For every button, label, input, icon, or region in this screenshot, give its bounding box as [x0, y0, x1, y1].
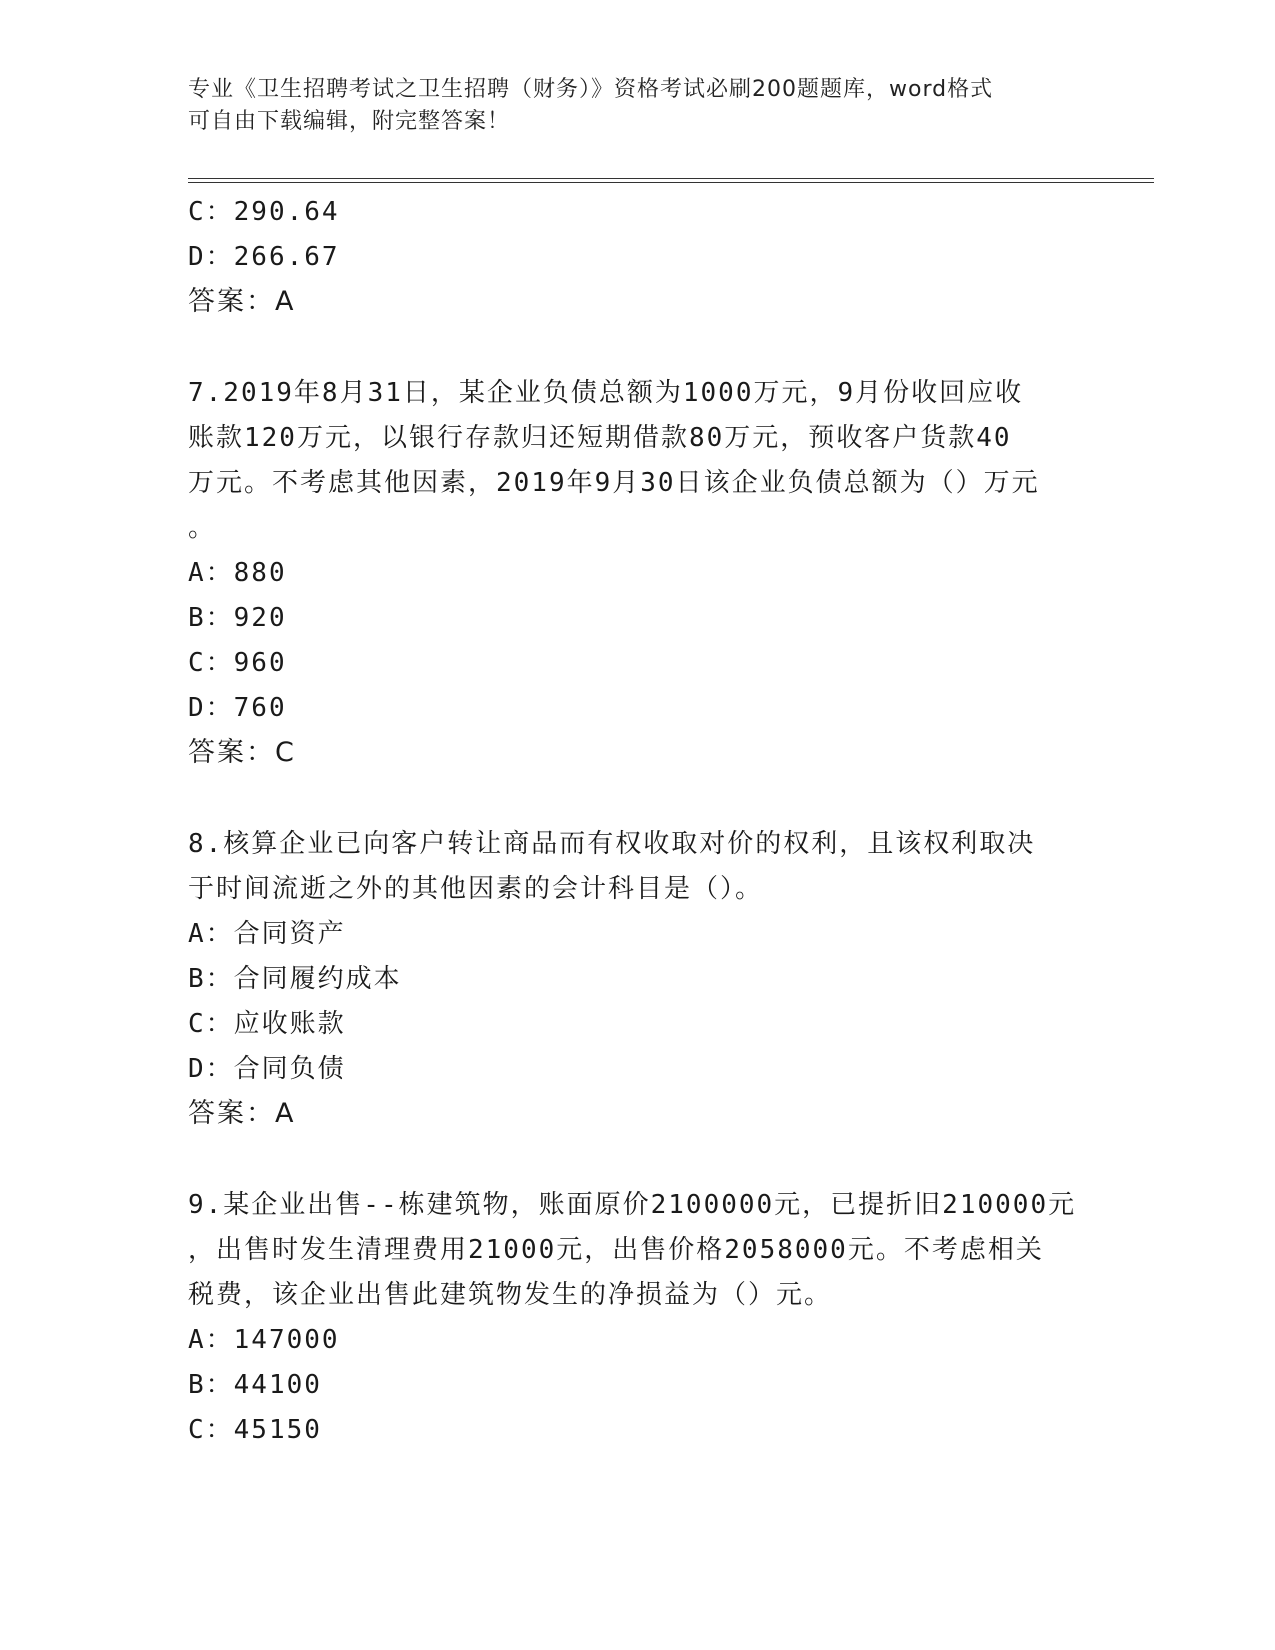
question-line: 于时间流逝之外的其他因素的会计科目是（）。 [188, 874, 764, 904]
question-line: ，出售时发生清理费用21000元，出售价格2058000元。不考虑相关 [188, 1235, 1044, 1265]
option-line: C：应收账款 [188, 1009, 346, 1039]
question-line: 账款120万元，以银行存款归还短期借款80万元，预收客户货款40 [188, 423, 1012, 453]
option-line: D：266.67 [188, 242, 340, 272]
answer-line: 答案：A [188, 286, 296, 317]
option-line: C：960 [188, 648, 287, 678]
question-line: 。 [188, 513, 217, 543]
header-line-1: 专业《卫生招聘考试之卫生招聘（财务）》资格考试必刷200题题库，word格式 [188, 77, 994, 102]
answer-line: 答案：A [188, 1098, 296, 1129]
answer-line: 答案：C [188, 737, 296, 768]
option-line: C：45150 [188, 1415, 322, 1445]
option-line: B：合同履约成本 [188, 964, 402, 994]
option-line: A：147000 [188, 1325, 340, 1355]
question-line: 7.2019年8月31日，某企业负债总额为1000万元，9月份收回应收 [188, 378, 1024, 408]
option-line: B：44100 [188, 1370, 322, 1400]
question-line: 税费，该企业出售此建筑物发生的净损益为（）元。 [188, 1280, 833, 1310]
page-header [188, 74, 1088, 138]
question-line: 万元。不考虑其他因素，2019年9月30日该企业负债总额为（）万元 [188, 468, 1040, 498]
option-line: D：合同负债 [188, 1054, 346, 1084]
option-line: B：920 [188, 603, 287, 633]
option-line: D：760 [188, 693, 287, 723]
option-line: C：290.64 [188, 197, 340, 227]
header-divider [188, 178, 1154, 183]
option-line: A：合同资产 [188, 919, 346, 949]
question-line: 9.某企业出售--栋建筑物，账面原价2100000元，已提折旧210000元 [188, 1190, 1077, 1220]
question-line: 8.核算企业已向客户转让商品而有权收取对价的权利，且该权利取决 [188, 829, 1036, 859]
header-line-2: 可自由下载编辑，附完整答案！ [188, 109, 511, 134]
option-line: A：880 [188, 558, 287, 588]
